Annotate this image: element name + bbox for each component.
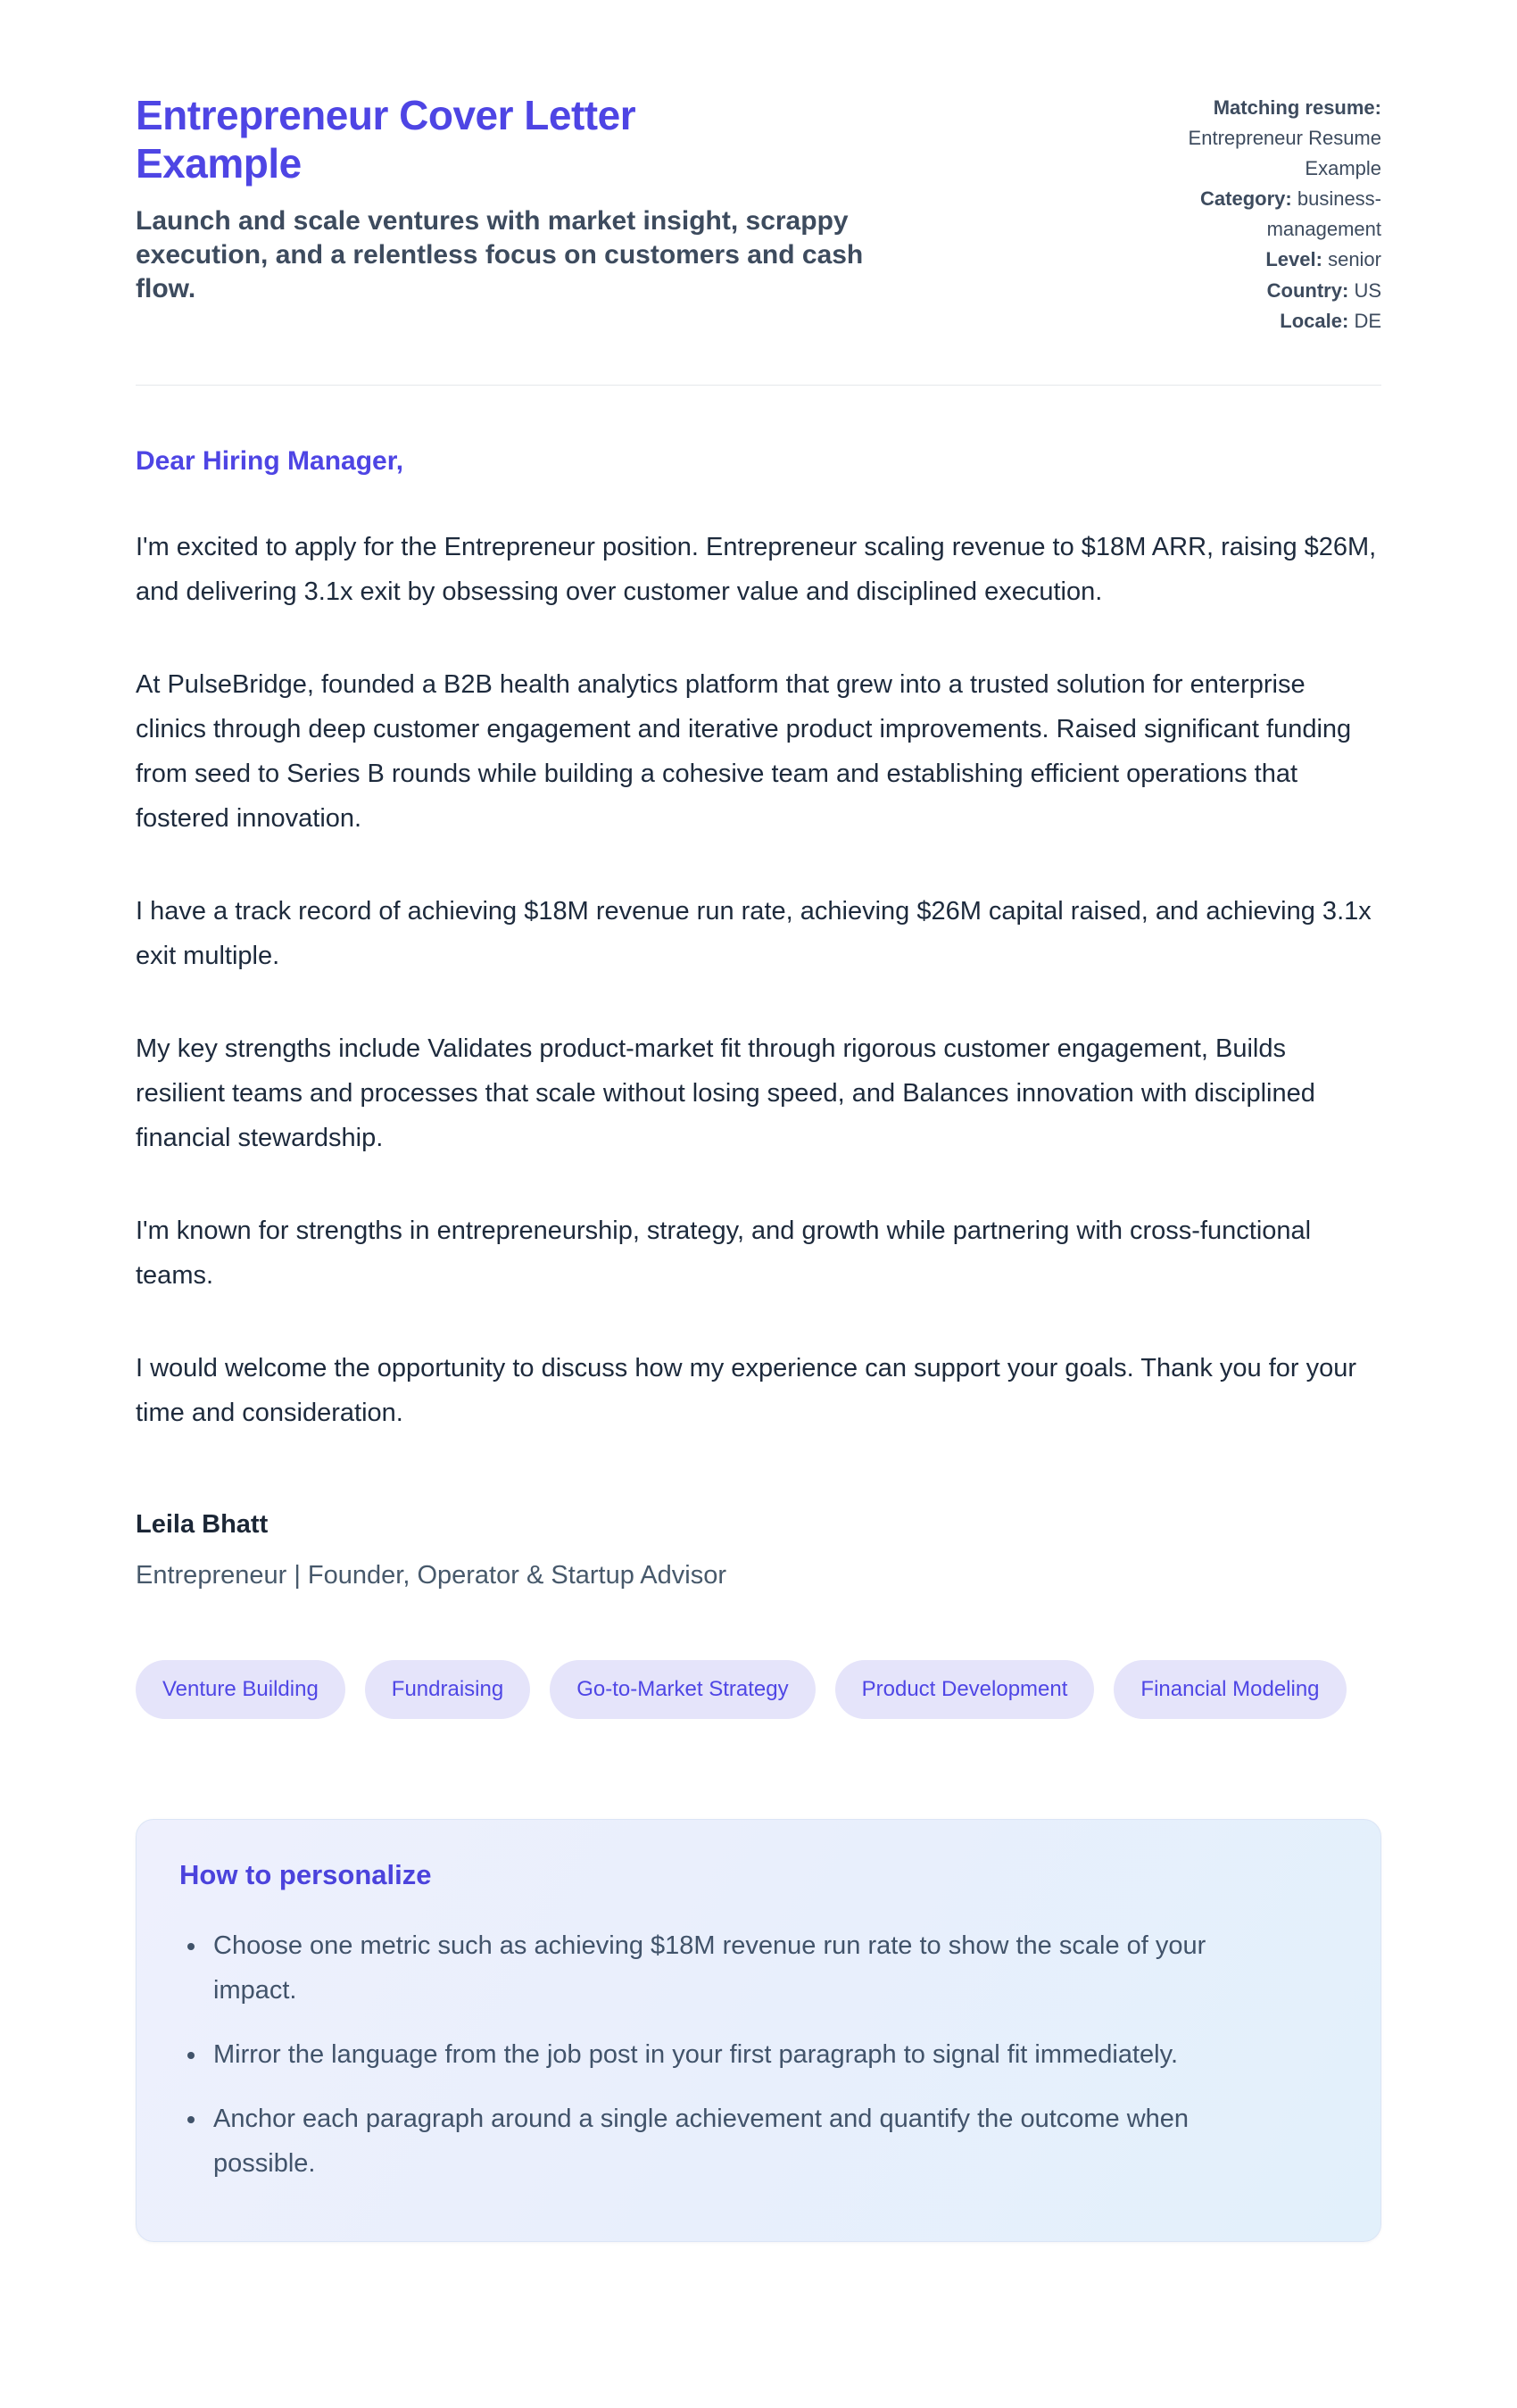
meta-label: Country: — [1266, 278, 1349, 302]
letter-paragraph: At PulseBridge, founded a B2B health analytics platform that grew into a trusted solution for enterprise clinics through deep customer engagement and iterative product improvements. Raised significant funding from seed to Series B rounds while building a cohesive team and establishing efficient operations that fostered innovation. — [136, 669, 1352, 833]
meta-value: Entrepreneur Resume Example — [1188, 127, 1381, 180]
personalize-title: How to personalize — [179, 1858, 432, 1890]
meta-label: Matching resume: — [1213, 96, 1381, 119]
meta-row — [1123, 245, 1381, 275]
meta-row — [1123, 276, 1381, 306]
skill-tag: Go-to-Market Strategy — [550, 1660, 815, 1719]
resume-meta — [1123, 91, 1381, 336]
personalize-box — [136, 1819, 1381, 2242]
meta-value: senior — [1328, 248, 1381, 271]
letter-paragraph: I'm excited to apply for the Entrepreneur position. Entrepreneur scaling revenue to $18M ARR, raising $26M, and delivering 3.1x exit by obsessing over customer value and disciplined execution. — [136, 532, 1377, 606]
skill-tag: Fundraising — [365, 1660, 530, 1719]
letter-paragraph: I would welcome the opportunity to discuss how my experience can support your goals. Thank you for your time and consideration. — [136, 1353, 1357, 1427]
personalize-tip: • Choose one metric such as achieving $18M revenue run rate to show the scale of your impact. — [208, 1923, 1252, 2013]
page-title: Entrepreneur Cover Letter Example — [136, 92, 636, 187]
skill-tag: Product Development — [835, 1660, 1095, 1719]
meta-row — [1123, 93, 1381, 184]
divider — [136, 385, 1381, 386]
signature-role: Entrepreneur | Founder, Operator & Startup Advisor — [136, 1560, 727, 1590]
page-subtitle: Launch and scale ventures with market insight, scrappy execution, and a relentless focus on customers and cash flow. — [136, 205, 864, 303]
personalize-tip: • Mirror the language from the job post in your first paragraph to signal fit immediately. — [208, 2032, 1252, 2077]
meta-row — [1123, 306, 1381, 336]
header-title-block — [136, 91, 1087, 306]
greeting: Dear Hiring Manager, — [136, 445, 404, 476]
paragraphs — [136, 525, 1381, 1435]
meta-label: Level: — [1265, 248, 1322, 271]
letter-paragraph: I'm known for strengths in entrepreneurship, strategy, and growth while partnering with cross-functional teams. — [136, 1216, 1312, 1290]
letter-body — [136, 446, 1381, 1590]
skill-tag: Venture Building — [136, 1660, 345, 1719]
meta-label: Category: — [1200, 187, 1292, 211]
skill-tag: Financial Modeling — [1114, 1660, 1346, 1719]
meta-value: US — [1354, 278, 1381, 302]
meta-label: Locale: — [1280, 309, 1349, 332]
meta-value: DE — [1354, 309, 1381, 332]
letter-paragraph: I have a track record of achieving $18M revenue run rate, achieving $26M capital raised, and achieving 3.1x exit multiple. — [136, 896, 1372, 970]
personalize-tip: • Anchor each paragraph around a single achievement and quantify the outcome when possible. — [208, 2097, 1252, 2186]
skill-tags — [136, 1660, 1381, 1719]
signature-name: Leila Bhatt — [136, 1509, 269, 1539]
header — [136, 91, 1381, 336]
letter-paragraph: My key strengths include Validates product-market fit through rigorous customer engagement, Builds resilient teams and processes that scale without losing speed, and Balances innovation with disciplined financial stewardship. — [136, 1034, 1315, 1152]
personalize-tips — [179, 1923, 1338, 2186]
meta-value: business-management — [1266, 187, 1381, 241]
meta-row — [1123, 184, 1381, 245]
